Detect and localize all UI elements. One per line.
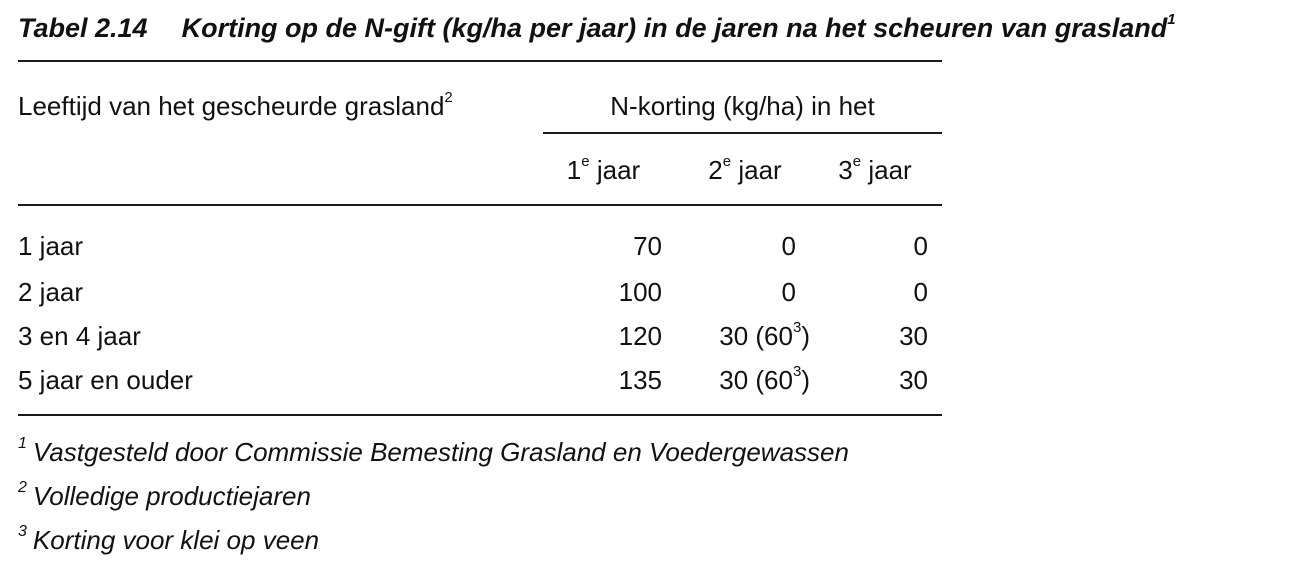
row-label: 3 en 4 jaar [18,321,141,351]
footnote-1: $^1$ Vastgesteld door Commissie Bemesting Grasland en Voedergewassen [18,435,849,467]
cell-year-1: 120 [618,321,662,351]
cell-year-3: 0 [913,231,928,261]
row-header-label: Leeftijd van het gescheurde grasland$^2$ [18,89,453,121]
footnote-3: $^3$ Korting voor klei op veen [18,523,320,555]
cell-year-1: 70 [633,231,662,261]
cell-year-2: 30 $(60^3)$ [719,319,810,351]
footnote-2: $^2$ Volledige productiejaren [18,479,311,511]
column-group-header: N-korting (kg/ha) in het [610,91,875,121]
cell-year-2: 0 [781,231,796,261]
cell-year-1: 135 [618,365,662,395]
column-header-year-1: 1e jaar [566,153,641,185]
column-header-year-2: 2e jaar [708,153,782,185]
header-rule [18,204,942,206]
row-label: 1 jaar [18,231,84,261]
column-header-year-3: 3e jaar [838,153,912,185]
cell-year-3: 0 [913,277,928,307]
cell-year-2: 30 $(60^3)$ [719,363,810,395]
cell-year-1: 100 [618,277,662,307]
cell-year-2: 0 [781,277,796,307]
row-label: 5 jaar en ouder [18,365,193,395]
cell-year-3: 30 [899,321,928,351]
group-underline [543,132,942,134]
caption-footnote-ref: 1 [1167,11,1176,28]
table-caption [18,8,1176,48]
top-rule [18,60,942,62]
cell-year-3: 30 [899,365,928,395]
table-number: Tabel 2.14 [18,13,148,43]
table-title: Korting op de N-gift (kg/ha per jaar) in de jaren na het scheuren van grasland [181,13,1168,43]
bottom-rule [18,414,942,416]
row-label: 2 jaar [18,277,84,307]
row-header-footnote-ref: 2 [444,89,453,107]
